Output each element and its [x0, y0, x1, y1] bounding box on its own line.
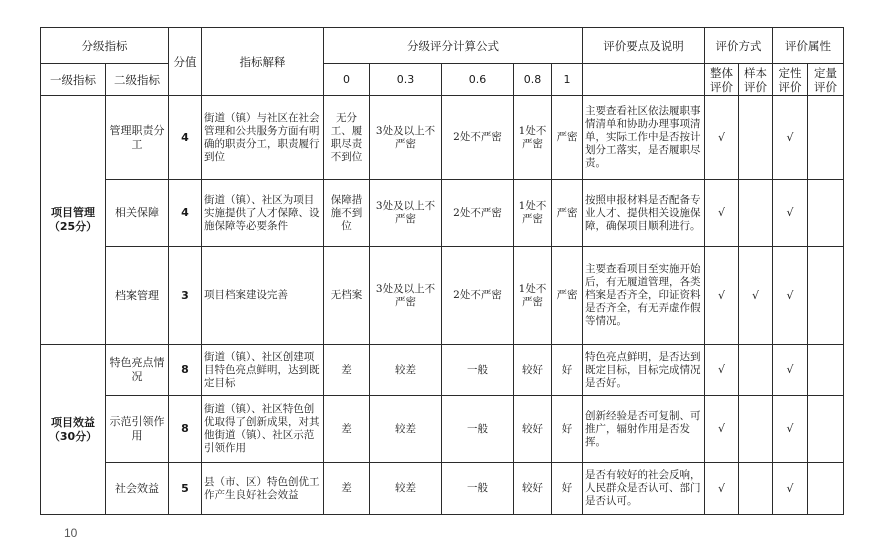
points-cell: 创新经验是否可复制、可推广，辐射作用是否发挥。: [583, 396, 705, 463]
qual-check: √: [773, 180, 808, 247]
quant-check: [808, 180, 844, 247]
header-method: 评价方式: [705, 28, 773, 64]
header-f06: 0.6: [442, 64, 514, 96]
qual-check: √: [773, 247, 808, 345]
table-row: [41, 96, 844, 180]
explain-cell: 街道（镇）与社区在社会管理和公共服务方面有明确的职责分工，职责履行到位: [202, 96, 324, 180]
score-cell: 4: [169, 96, 202, 180]
header-row-1: [41, 28, 844, 64]
overall-check: √: [705, 463, 739, 515]
quant-check: [808, 463, 844, 515]
sample-check: √: [739, 247, 773, 345]
f06-cell: 一般: [442, 463, 514, 515]
points-cell: 主要查看社区依法履职事情清单和协助办理事项清单，实际工作中是否按计划分工落实，是否履职尽责。: [583, 96, 705, 180]
f1-cell: 好: [552, 396, 583, 463]
quant-check: [808, 247, 844, 345]
header-overall: 整体评价: [705, 64, 739, 96]
explain-cell: 县（市、区）特色创优工作产生良好社会效益: [202, 463, 324, 515]
explain-cell: 街道（镇）、社区为项目实施提供了人才保障、设施保障等必要条件: [202, 180, 324, 247]
level2-cell: 社会效益: [106, 463, 169, 515]
quant-check: [808, 96, 844, 180]
table-row: [41, 396, 844, 463]
header-level-group: 分级指标: [41, 28, 169, 64]
header-level2: 二级指标: [106, 64, 169, 96]
level2-cell: 管理职责分工: [106, 96, 169, 180]
f03-cell: 较差: [370, 463, 442, 515]
f0-cell: 差: [324, 345, 370, 396]
f0-cell: 保障措施不到位: [324, 180, 370, 247]
f08-cell: 较好: [514, 396, 552, 463]
header-qualitative: 定性评价: [773, 64, 808, 96]
overall-check: √: [705, 180, 739, 247]
explain-cell: 街道（镇）、社区创建项目特色亮点鲜明，达到既定目标: [202, 345, 324, 396]
score-cell: 4: [169, 180, 202, 247]
header-f03: 0.3: [370, 64, 442, 96]
qual-check: √: [773, 345, 808, 396]
f06-cell: 一般: [442, 396, 514, 463]
quant-check: [808, 345, 844, 396]
f06-cell: 一般: [442, 345, 514, 396]
table-row: [41, 345, 844, 396]
header-score: 分值: [169, 28, 202, 96]
f08-cell: 1处不严密: [514, 247, 552, 345]
sample-check: [739, 180, 773, 247]
overall-check: √: [705, 247, 739, 345]
f0-cell: 差: [324, 396, 370, 463]
table-row: [41, 463, 844, 515]
f06-cell: 2处不严密: [442, 96, 514, 180]
header-level1: 一级指标: [41, 64, 106, 96]
points-cell: 是否有较好的社会反响，人民群众是否认可、部门是否认可。: [583, 463, 705, 515]
sample-check: [739, 96, 773, 180]
f06-cell: 2处不严密: [442, 180, 514, 247]
f1-cell: 严密: [552, 96, 583, 180]
level2-cell: 示范引领作用: [106, 396, 169, 463]
f03-cell: 较差: [370, 345, 442, 396]
score-cell: 3: [169, 247, 202, 345]
header-f1: 1: [552, 64, 583, 96]
level2-cell: 档案管理: [106, 247, 169, 345]
f03-cell: 3处及以上不严密: [370, 96, 442, 180]
sample-check: [739, 345, 773, 396]
f08-cell: 1处不严密: [514, 180, 552, 247]
header-explain: 指标解释: [202, 28, 324, 96]
page-number: 10: [64, 526, 78, 540]
score-cell: 5: [169, 463, 202, 515]
header-row-2: [41, 64, 844, 96]
f1-cell: 严密: [552, 247, 583, 345]
evaluation-table: [40, 27, 844, 515]
f0-cell: 无分工、履职尽责不到位: [324, 96, 370, 180]
level1-cell: 项目管理（25分）: [41, 96, 106, 345]
f1-cell: 好: [552, 463, 583, 515]
header-attribute: 评价属性: [773, 28, 844, 64]
qual-check: √: [773, 96, 808, 180]
header-points: 评价要点及说明: [583, 28, 705, 64]
overall-check: √: [705, 96, 739, 180]
points-cell: 按照申报材料是否配备专业人才、提供相关设施保障，确保项目顺利进行。: [583, 180, 705, 247]
header-formula: 分级评分计算公式: [324, 28, 583, 64]
header-f0: 0: [324, 64, 370, 96]
header-points-blank: [583, 64, 705, 96]
overall-check: √: [705, 345, 739, 396]
score-cell: 8: [169, 396, 202, 463]
table-row: [41, 180, 844, 247]
f08-cell: 较好: [514, 345, 552, 396]
header-f08: 0.8: [514, 64, 552, 96]
f03-cell: 3处及以上不严密: [370, 180, 442, 247]
level2-cell: 相关保障: [106, 180, 169, 247]
quant-check: [808, 396, 844, 463]
f0-cell: 差: [324, 463, 370, 515]
f1-cell: 好: [552, 345, 583, 396]
overall-check: √: [705, 396, 739, 463]
f08-cell: 较好: [514, 463, 552, 515]
f03-cell: 较差: [370, 396, 442, 463]
qual-check: √: [773, 396, 808, 463]
header-quantitative: 定量评价: [808, 64, 844, 96]
f03-cell: 3处及以上不严密: [370, 247, 442, 345]
explain-cell: 项目档案建设完善: [202, 247, 324, 345]
level2-cell: 特色亮点情况: [106, 345, 169, 396]
f0-cell: 无档案: [324, 247, 370, 345]
score-cell: 8: [169, 345, 202, 396]
sample-check: [739, 463, 773, 515]
f1-cell: 严密: [552, 180, 583, 247]
points-cell: 主要查看项目至实施开始后，有无履道管理，各类档案是否齐全，印证资料是否齐全，有无弄虚作假等情况。: [583, 247, 705, 345]
qual-check: √: [773, 463, 808, 515]
level1-cell: 项目效益（30分）: [41, 345, 106, 515]
f08-cell: 1处不严密: [514, 96, 552, 180]
f06-cell: 2处不严密: [442, 247, 514, 345]
points-cell: 特色亮点鲜明，是否达到既定目标，目标完成情况是否好。: [583, 345, 705, 396]
table-row: [41, 247, 844, 345]
explain-cell: 街道（镇）、社区特色创优取得了创新成果，对其他街道（镇）、社区示范引领作用: [202, 396, 324, 463]
header-sample: 样本评价: [739, 64, 773, 96]
sample-check: [739, 396, 773, 463]
